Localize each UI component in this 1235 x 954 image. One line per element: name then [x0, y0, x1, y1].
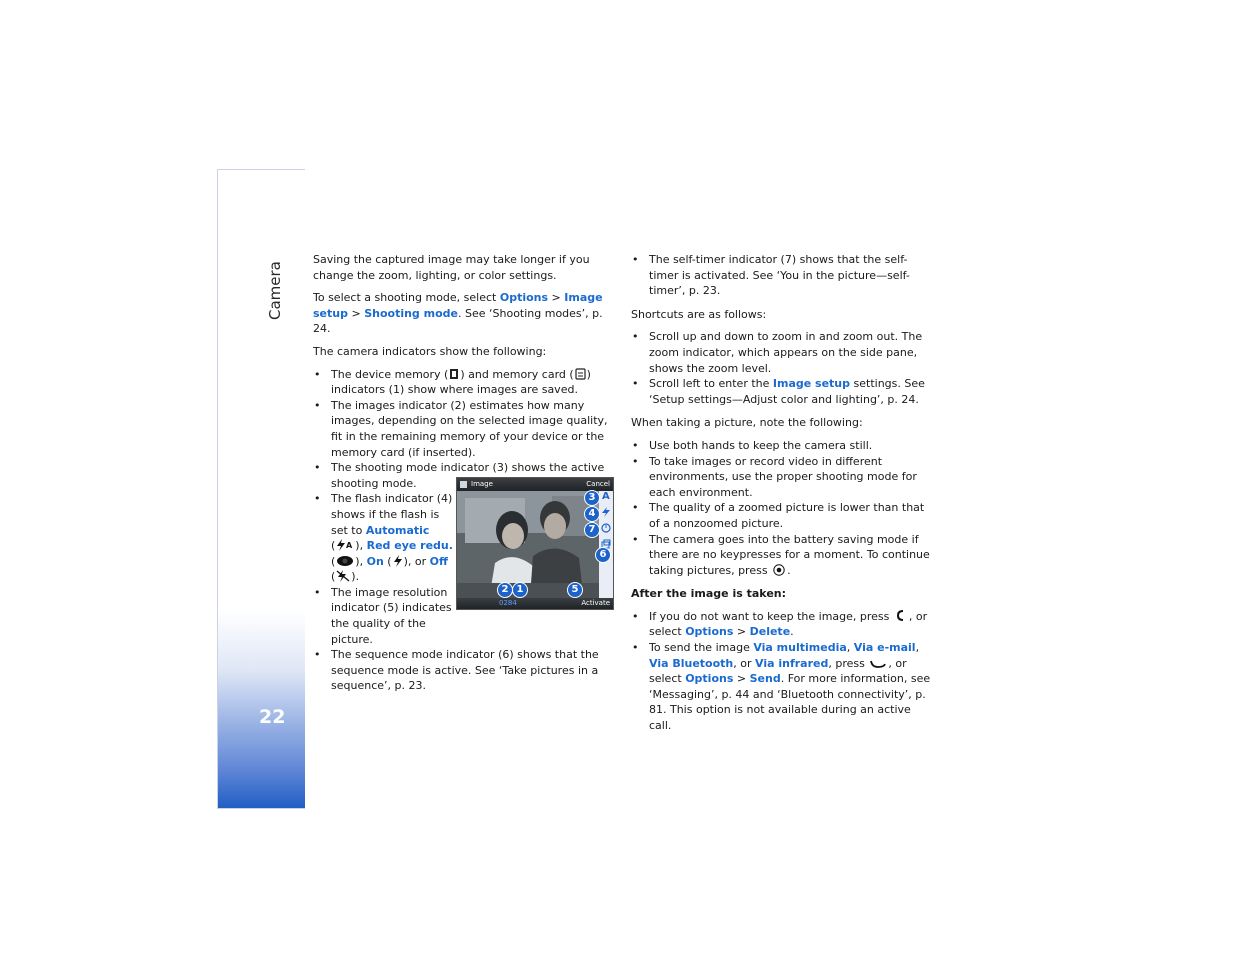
flash-side-icon	[601, 507, 611, 517]
cancel-softkey: Cancel	[586, 480, 610, 488]
badge-1: 1	[512, 582, 528, 598]
link-image-setup: Image setup	[313, 291, 603, 320]
camera-viewfinder-image	[456, 477, 614, 610]
activate-softkey: Activate	[581, 599, 610, 607]
link-automatic: Automatic	[365, 523, 430, 537]
clear-key-icon	[894, 609, 908, 622]
link-send: Send	[749, 672, 781, 686]
paragraph-indicators: The camera indicators show the following:	[313, 344, 547, 358]
section-title: Camera	[266, 261, 284, 320]
list-item: • To send the image Via multimedia, Via e-mail, Via Bluetooth, or Via infrared, press , or select Options > Send. For more information, see ‘Messaging’, p. 44 and ‘Bluetooth connectivity’, p. 81. This option is not available during an active call.	[631, 640, 931, 734]
flash-auto-side-icon: A	[602, 491, 610, 502]
page-number: 22	[259, 706, 286, 728]
link-options: Options	[499, 291, 549, 305]
badge-3: 3	[584, 490, 600, 506]
after-list	[631, 609, 931, 734]
memory-card-icon	[575, 368, 586, 380]
heading-after-taken: After the image is taken:	[631, 587, 787, 601]
paragraph-note: When taking a picture, note the following:	[631, 416, 863, 430]
menu-icon	[460, 481, 467, 488]
self-timer-list	[631, 252, 931, 299]
device-memory-icon	[449, 368, 459, 380]
viewfinder-bottom-bar	[457, 598, 613, 609]
viewfinder-title: Image	[471, 480, 493, 488]
viewfinder-side-pane	[599, 491, 613, 598]
red-eye-icon	[336, 555, 354, 567]
list-item: • Scroll left to enter the Image setup settings. See ‘Setup settings—Adjust color and lighting’, p. 24.	[631, 376, 931, 407]
list-item: • The self-timer indicator (7) shows that the self-timer is activated. See ‘You in the picture—self-timer’, p. 23.	[631, 252, 931, 299]
navi-key-icon	[772, 564, 786, 576]
flash-auto-icon	[336, 539, 354, 551]
images-count: 0284	[499, 599, 517, 607]
link-via-bluetooth: Via Bluetooth	[649, 656, 734, 670]
list-item: • The shooting mode indicator (3) shows the active shooting mode.	[313, 460, 613, 491]
link-via-multimedia: Via multimedia	[753, 641, 847, 655]
badge-5: 5	[567, 582, 583, 598]
viewfinder-top-bar	[457, 478, 613, 491]
right-column	[631, 252, 931, 742]
list-item: • The device memory ( ) and memory card ( ) indicators (1) show where images are saved.	[313, 367, 613, 398]
link-image-setup: Image setup	[772, 377, 851, 391]
link-options: Options	[685, 625, 734, 639]
link-on: On	[366, 554, 384, 568]
link-via-email: Via e-mail	[853, 641, 916, 655]
badge-7: 7	[584, 522, 600, 538]
link-shooting-mode: Shooting mode	[364, 306, 458, 320]
flash-off-icon	[336, 570, 350, 582]
link-off: Off	[429, 554, 448, 568]
link-delete: Delete	[749, 625, 791, 639]
paragraph-shortcuts: Shortcuts are as follows:	[631, 307, 767, 321]
list-item: • The camera goes into the battery saving mode if there are no keypresses for a moment. To continue taking pictures, press .	[631, 532, 931, 579]
paragraph-saving: Saving the captured image may take longer if you change the zoom, lighting, or color settings.	[313, 253, 590, 282]
badge-6: 6	[595, 547, 611, 563]
svg-text:A: A	[346, 541, 353, 551]
call-key-icon	[869, 659, 887, 669]
link-via-infrared: Via infrared	[755, 656, 829, 670]
paragraph-shooting-mode: To select a shooting mode, select Options > Image setup > Shooting mode. See ‘Shooting modes’, p. 24.	[313, 291, 603, 336]
shortcut-list	[631, 329, 931, 407]
badge-2: 2	[497, 582, 513, 598]
list-item: • The quality of a zoomed picture is lower than that of a nonzoomed picture.	[631, 500, 931, 531]
list-item: • The sequence mode indicator (6) shows that the sequence mode is active. See ‘Take pictures in a sequence’, p. 23.	[313, 647, 613, 694]
link-red-eye: Red eye redu.	[366, 539, 453, 553]
list-item: • Scroll up and down to zoom in and zoom out. The zoom indicator, which appears on the side pane, shows the zoom level.	[631, 329, 931, 376]
note-list	[631, 438, 931, 578]
list-item: • The image resolution indicator (5) indicates the quality of the picture.	[313, 585, 456, 647]
list-item: • Use both hands to keep the camera still.	[631, 438, 931, 454]
list-item: • If you do not want to keep the image, press , or select Options > Delete.	[631, 609, 931, 640]
badge-4: 4	[584, 506, 600, 522]
list-item: • The images indicator (2) estimates how many images, depending on the selected image quality, fit in the remaining memory of your device or the memory card (if inserted).	[313, 398, 613, 460]
list-item: • The flash indicator (4) shows if the flash is set to Automatic ( A ), Red eye redu. ( ), On ( ), or Off ( ).	[313, 491, 456, 585]
flash-on-icon	[393, 555, 403, 567]
list-item: • To take images or record video in different environments, use the proper shooting mode for each environment.	[631, 454, 931, 501]
link-options: Options	[685, 672, 734, 686]
self-timer-side-icon	[601, 523, 611, 533]
